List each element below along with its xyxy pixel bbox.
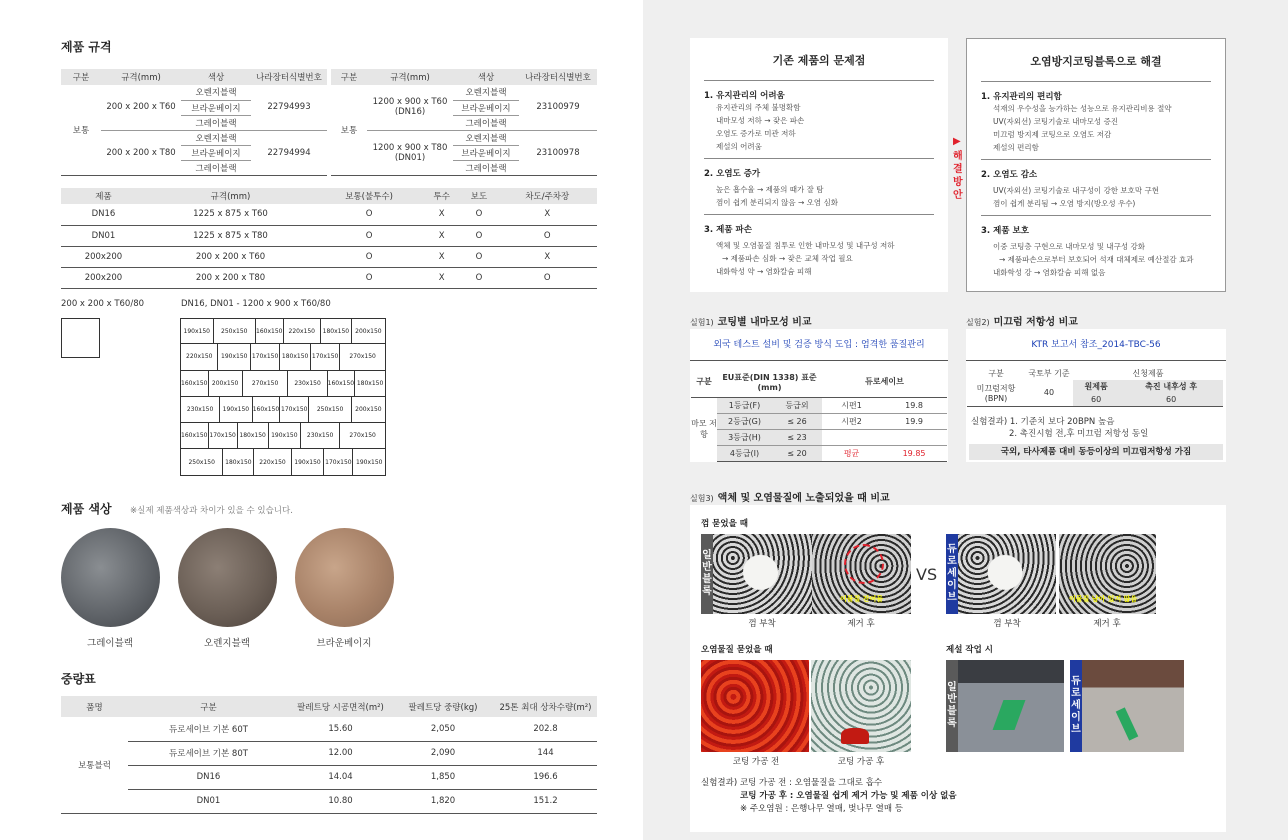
exp1-cell: 시편1 [822,397,881,413]
photo-caption: 제거 후 [1093,619,1121,629]
color-note: ※실제 제품색상과 차이가 있을 수 있습니다. [130,506,293,516]
grid-cell: 190x150 [291,449,324,474]
weight-cell: 2,090 [392,741,494,765]
use-header: 보통(불투수) [315,188,423,204]
use-cell: O [475,272,483,283]
weight-cell: DN01 [128,789,289,813]
spec-color: 그레이블랙 [181,160,251,175]
exp3-title-text: 액체 및 오염물질에 노출되었을 때 비교 [717,493,890,504]
spec-color: 브라운베이지 [453,145,519,160]
spec-size: 200 x 200 x T80 [101,130,181,175]
grid-cell: 270x150 [339,423,386,448]
use-cell: O [365,230,373,241]
weight-cell: 14.04 [289,765,392,789]
grid-cell: 200x150 [208,371,242,396]
grid-cell: 190x150 [217,344,250,369]
durosave-label: 듀로세이브 [1070,660,1082,752]
grid-cell: 170x150 [323,449,352,474]
grid-cell: 160x150 [255,319,283,343]
use-cell: 1225 x 875 x T80 [193,230,268,241]
gum-attached-photo [713,534,812,614]
spec-id: 23100978 [519,130,597,175]
weight-cell: 2,050 [392,717,494,741]
spec-header: 나라장터식별번호 [251,69,327,85]
spec-title: 제품 규격 [61,40,112,54]
stain-mark [841,728,869,744]
spec-header: 색상 [453,69,519,85]
exp2-result-label: 실험결과) [971,417,1008,427]
use-cell: O [365,251,373,262]
weight-header: 25톤 최대 상차수량(m²) [494,696,597,717]
exp2-title [966,313,1078,328]
weight-cell: 202.8 [494,717,597,741]
weight-cell: 151.2 [494,789,597,813]
swatch-label: 오렌지블랙 [204,638,250,649]
durosave-label: 듀로세이브 [946,534,958,614]
list-item: 제설의 편리함 [993,143,1039,152]
spec-group: 보통 [331,85,367,175]
exp3-result: 코팅 가공 전 : 오염물질을 그대로 흡수 [739,778,883,788]
weight-title: 중량표 [61,672,96,686]
problem-title: 기존 제품의 문제점 [772,54,866,67]
use-cell: O [543,272,551,283]
exp1-header: EU표준(DIN 1338) 표준 (mm) [722,372,817,392]
exp2-label: 미끄럼저항 (BPN) [967,380,1025,406]
residue-circle [844,544,884,584]
grid-cell: 230x150 [180,397,219,422]
grid-cell: 180x150 [354,371,386,396]
grid-cell: 180x150 [237,423,268,448]
residue-tag: 이물질 잔여물 [840,595,884,603]
exp2-subtitle: KTR 보고서 참조_2014-TBC-56 [1031,340,1161,350]
exp1-cell [822,429,881,445]
list-item: 유지관리의 주체 불명확함 [716,103,801,112]
use-cell: DN01 [91,230,116,241]
clean-tag: 이물질 남아 있지 않음 [1069,595,1138,603]
use-cell: DN16 [91,209,116,220]
spec-color: 브라운베이지 [181,145,251,160]
weight-group: 보통블럭 [61,717,128,813]
exp1-cell: 3등급(H) [717,429,772,445]
list-item: 액체 및 오염물질 침투로 인한 내마모성 및 내구성 저하 [716,241,895,250]
weight-cell: 12.00 [289,741,392,765]
use-cell: O [365,272,373,283]
photo-caption: 제거 후 [847,619,875,629]
photo-caption: 껌 부착 [748,619,776,629]
solution-box [966,38,1226,292]
color-title: 제품 색상 [61,502,112,516]
spec-size-code: (DN01) [394,152,426,163]
exp2-standard: 40 [1025,380,1073,406]
solution-section-heading: 2. 오염도 감소 [981,170,1038,180]
use-cell: 200 x 200 x T80 [195,272,266,283]
spec-color: 그레이블랙 [453,160,519,175]
weight-table [61,696,597,814]
spec-id: 22794994 [251,130,327,175]
grid-cell: 220x150 [180,344,217,369]
weight-cell: 1,850 [392,765,494,789]
layout-label-large: DN16, DN01 - 1200 x 900 x T60/80 [181,299,331,309]
spec-id: 22794993 [251,85,327,130]
grid-cell: 160x150 [327,371,355,396]
exp2-result: 2. 촉진시험 전,후 미끄럼 저항성 동일 [1009,429,1149,439]
gum-attached-photo [958,534,1056,614]
exp1-cell: 19.8 [881,397,947,413]
exp3-title [690,489,890,504]
exp1-group: 마모 저항 [691,419,717,440]
spec-group: 보통 [61,85,101,175]
use-cell: X [544,251,551,262]
spec-color: 오렌지블랙 [181,130,251,145]
grid-cell: 160x150 [180,371,208,396]
grid-cell: 250x150 [213,319,255,343]
use-header: 규격(mm) [146,188,315,204]
grid-cell: 270x150 [242,371,288,396]
use-cell: O [365,209,373,220]
snow-durosave-photo [1082,660,1184,752]
use-cell: X [438,230,445,241]
swatch-brown-beige [295,528,394,627]
table-row [61,717,597,741]
list-item: 미끄럼 방지제 코팅으로 오염도 저감 [993,130,1112,139]
weight-cell: DN16 [128,765,289,789]
grid-cell: 170x150 [250,344,279,369]
list-item: 내마모성 저하 → 잦은 파손 [716,116,805,125]
exp1-cell: 1등급(F) [717,397,772,413]
exp1-num: 실험1) [690,318,714,327]
problem-section-heading: 3. 제품 파손 [704,225,752,235]
spec-color: 오렌지블랙 [181,85,251,100]
stain-label: 오염물질 묻었을 때 [701,645,773,655]
list-item: 석재의 우수성을 능가하는 성능으로 유지관리비용 절약 [993,104,1172,113]
photo-caption: 껌 부착 [993,619,1021,629]
swatch-gray-black [61,528,160,627]
table-row [61,225,597,246]
vs-label: VS [916,565,938,584]
general-block-label: 일반블록 [946,660,958,752]
spec-header: 구분 [61,69,101,85]
exp1-cell: 19.9 [881,413,947,429]
gum-removed-photo [1059,534,1156,614]
grid-cell: 170x150 [279,397,308,422]
list-item: → 제품파손으로부터 보호되어 석재 대체제로 예산절감 효과 [999,255,1194,264]
problem-box [690,38,948,292]
exp3-results [701,777,957,816]
general-block-label: 일반블록 [701,534,713,614]
grid-cell: 190x150 [352,449,386,474]
exp2-header: 구분 [988,369,1004,378]
list-item: → 제품파손 심화 → 잦은 교체 작업 필요 [722,254,853,263]
exp2-value: 60 [1073,393,1119,406]
exp2-header: 신청제품 [1132,369,1164,378]
broom-icon [993,700,1026,730]
list-item: 내화학성 약 → 염화칼슘 피해 [716,267,812,276]
list-item: 껌이 쉽게 분리되지 않음 → 오염 심화 [716,198,839,207]
use-cell: O [475,230,483,241]
use-cell: O [475,209,483,220]
weight-cell: 듀로세이브 기본 80T [128,741,289,765]
exp1-cell: 2등급(G) [717,413,772,429]
use-table [61,188,597,289]
use-cell: X [438,251,445,262]
solution-section-heading: 1. 유지관리의 편리함 [981,92,1062,102]
exp2-title-text: 미끄럼 저항성 비교 [993,317,1078,328]
exp2-header: 국토부 기준 [1028,369,1070,378]
exp1-cell: 등급외 [772,397,822,413]
spec-header: 구분 [331,69,367,85]
spec-color: 브라운베이지 [181,100,251,115]
gum-removed-photo [812,534,911,614]
table-row [61,246,597,267]
table-row [61,789,597,813]
list-item: 오염도 증가로 미관 저하 [716,129,796,138]
use-header: 투수 [423,188,460,204]
stain-after-photo [811,660,911,752]
exp1-cell: ≤ 20 [772,445,822,461]
use-cell: 200x200 [84,272,123,283]
swatch-label: 브라운베이지 [316,638,372,649]
list-item: UV(자외선) 코팅기술로 내구성이 강한 보호막 구현 [993,186,1160,195]
use-cell: O [475,251,483,262]
table-row [61,204,597,225]
grid-row [180,371,386,397]
spec-size: 1200 x 900 x T80 [372,142,448,153]
grid-cell: 180x150 [320,319,351,343]
table-row [61,267,597,288]
broom-icon [1116,707,1139,740]
solution-section-heading: 3. 제품 보호 [981,226,1029,236]
grid-row [180,449,386,475]
exp3-result: ※ 주오염원 : 은행나무 열매, 벚나무 열매 등 [740,804,903,814]
exp1-title [690,313,812,328]
use-header: 제품 [61,188,146,204]
grid-cell: 190x150 [219,397,252,422]
weight-header: 팔레트당 시공면적(m²) [289,696,392,717]
spec-size-cell [367,85,453,130]
exp3-num: 실험3) [690,494,714,503]
right-page [643,0,1288,840]
spec-size-code: (DN16) [394,107,426,118]
exp1-cell [881,429,947,445]
photo-caption: 코팅 가공 전 [732,757,780,767]
grid-cell: 250x150 [180,449,222,474]
grid-cell: 160x150 [252,397,280,422]
exp1-cell: 4등급(I) [717,445,772,461]
weight-header: 팔레트당 중량(kg) [392,696,494,717]
use-cell: 200 x 200 x T60 [195,251,266,262]
problem-section-heading: 2. 오염도 증가 [704,169,761,179]
grid-cell: 230x150 [300,423,339,448]
grid-row [180,318,386,344]
grid-row [180,397,386,423]
grid-cell: 190x150 [180,319,213,343]
spec-id: 23100979 [519,85,597,130]
grid-cell: 200x150 [351,319,386,343]
spec-header: 색상 [181,69,251,85]
exp1-cell: 평균 [822,445,881,461]
spec-header: 규격(mm) [367,69,453,85]
swatch-label: 그레이블랙 [87,638,133,649]
weight-cell: 144 [494,741,597,765]
grid-cell: 180x150 [279,344,310,369]
list-item: 이중 코팅층 구현으로 내마모성 및 내구성 강화 [993,242,1145,251]
snow-general-photo [958,660,1064,752]
problem-section-heading: 1. 유지관리의 어려움 [704,91,785,101]
exp2-results [971,416,1148,440]
exp1-cell: ≤ 26 [772,413,822,429]
grid-cell: 200x150 [351,397,386,422]
block-square-diagram [61,318,100,358]
grid-cell: 170x150 [310,344,339,369]
spec-color: 그레이블랙 [181,115,251,130]
list-item: UV(자외선) 코팅기술로 내마모성 증진 [993,117,1119,126]
weight-cell: 듀로세이브 기본 60T [128,717,289,741]
exp2-subheader: 원제품 [1073,380,1119,393]
weight-cell: 10.80 [289,789,392,813]
list-item: 높은 흡수율 → 제품의 때가 잘 탐 [716,185,824,194]
exp1-subtitle: 외국 테스트 설비 및 검증 방식 도입 : 엄격한 품질관리 [713,340,925,350]
spec-header: 규격(mm) [101,69,181,85]
exp1-table [691,367,947,462]
stain-before-photo [701,660,809,752]
use-header: 보도 [460,188,497,204]
spec-header: 나라장터식별번호 [519,69,597,85]
grid-cell: 190x150 [268,423,301,448]
photo-caption: 코팅 가공 후 [837,757,885,767]
exp1-title-text: 코팅별 내마모성 비교 [717,317,812,328]
weight-cell: 15.60 [289,717,392,741]
grid-cell: 270x150 [339,344,386,369]
grid-cell: 230x150 [287,371,326,396]
list-item: 껌이 쉽게 분리됨 → 오염 방지(방오성 우수) [993,199,1136,208]
grid-cell: 180x150 [222,449,253,474]
exp1-cell: 시편2 [822,413,881,429]
solution-arrow-label: 해결방안 [953,151,963,201]
exp1-header: 구분 [696,377,712,387]
spec-color: 그레이블랙 [453,115,519,130]
swatch-orange-black [178,528,277,627]
use-cell: 200x200 [84,251,123,262]
use-cell: X [438,209,445,220]
exp1-cell: 19.85 [881,445,947,461]
spec-size: 1200 x 900 x T60 [372,97,448,108]
table-row [61,741,597,765]
exp3-result-label: 실험결과) [701,778,738,788]
gum-label: 껌 묻었을 때 [701,519,748,529]
exp1-header: 듀로세이브 [865,377,904,387]
weight-cell: 1,820 [392,789,494,813]
use-cell: 1225 x 875 x T60 [193,209,268,220]
exp3-result: 코팅 가공 후 : 오염물질 쉽게 제거 가능 및 제품 이상 없음 [740,791,957,801]
grid-cell: 220x150 [283,319,320,343]
exp2-conclusion: 국외, 타사제품 대비 동등이상의 미끄럼저항성 가짐 [969,444,1223,460]
spec-color: 오렌지블랙 [453,85,519,100]
list-item: 제설의 어려움 [716,142,762,151]
list-item: 내화학성 강 → 염화칼슘 피해 없음 [993,268,1106,277]
grid-row [180,344,386,370]
grid-cell: 220x150 [253,449,290,474]
layout-label-small: 200 x 200 x T60/80 [61,299,145,309]
weight-header: 품명 [61,696,128,717]
use-cell: X [438,272,445,283]
grid-cell: 160x150 [180,423,208,448]
exp2-num: 실험2) [966,318,990,327]
grid-cell: 250x150 [308,397,350,422]
snow-label: 제설 작업 시 [946,645,993,655]
spec-table-right [331,69,597,176]
spec-table-left [61,69,327,176]
exp2-subheader: 촉진 내후성 후 [1119,380,1223,393]
exp2-value: 60 [1119,393,1223,406]
solution-title: 오염방지코팅블록으로 해결 [1030,55,1162,68]
block-layout-grid [180,318,386,476]
use-cell: O [543,230,551,241]
spec-color: 브라운베이지 [453,100,519,115]
grid-cell: 170x150 [208,423,237,448]
arrow-right-icon: ▶ [953,136,961,147]
grid-row [180,423,386,449]
weight-cell: 196.6 [494,765,597,789]
use-cell: X [544,209,551,220]
weight-header: 구분 [128,696,289,717]
table-row [61,765,597,789]
exp1-cell: ≤ 23 [772,429,822,445]
exp2-table [967,367,1223,407]
spec-size: 200 x 200 x T60 [101,85,181,130]
spec-size-cell [367,130,453,175]
use-header: 차도/주차장 [498,188,597,204]
exp2-result: 1. 기준치 보다 20BPN 높음 [1009,417,1115,427]
spec-color: 오렌지블랙 [453,130,519,145]
left-page [0,0,643,840]
